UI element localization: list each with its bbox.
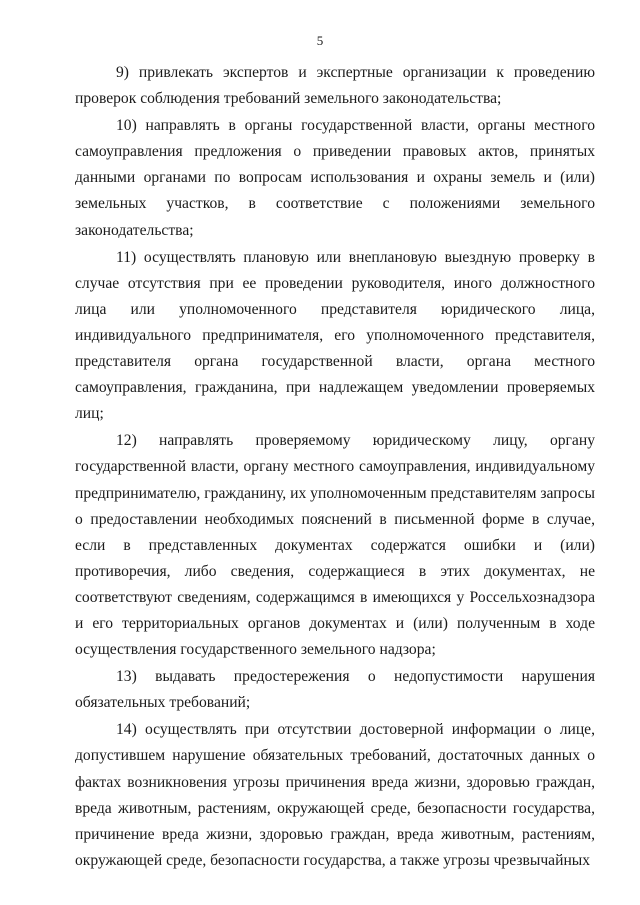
document-body bbox=[75, 60, 595, 875]
paragraph-item-12: 12) направлять проверяемому юридическому лицу, органу государственной власти, органу местного самоуправления, индивидуальному предпринимателю, гражданину, их уполномоченным представителям запросы о предоставлении необходимых пояснений в письменной форме в случае, если в представленных документах содержатся ошибки и (или) противоречия, либо сведения, содержащиеся в этих документах, не соответствуют сведениям, содержащимся в имеющихся у Россельхознадзора и его территориальных органов документах и (или) полученным в ходе осуществления государственного земельного надзора; bbox=[75, 432, 595, 659]
paragraph-item-13: 13) выдавать предостережения о недопустимости нарушения обязательных требований; bbox=[75, 668, 595, 712]
paragraph-item-14: 14) осуществлять при отсутствии достоверной информации о лице, допустившем нарушение обязательных требований, достаточных данных о фактах возникновения угрозы причинения вреда жизни, здоровью граждан, вреда животным, растениям, окружающей среде, безопасности государства, причинение вреда жизни, здоровью граждан, вреда животным, растениям, окружающей среде, безопасности государства, а также угрозы чрезвычайных bbox=[75, 721, 595, 869]
paragraph-item-10: 10) направлять в органы государственной власти, органы местного самоуправления предложения о приведении правовых актов, принятых данными органами по вопросам использования и охраны земель и (или) земельных участков, в соответствие с положениями земельного законодательства; bbox=[75, 117, 595, 239]
paragraph-item-11: 11) осуществлять плановую или внеплановую выездную проверку в случае отсутствия при ее проведении руководителя, иного должностного лица или уполномоченного представителя юридического лица, индивидуального предпринимателя, его уполномоченного представителя, представителя органа государственной власти, органа местного самоуправления, гражданина, при надлежащем уведомлении проверяемых лиц; bbox=[75, 248, 595, 423]
paragraph-item-9: 9) привлекать экспертов и экспертные организации к проведению проверок соблюдения требований земельного законодательства; bbox=[75, 64, 595, 108]
page-number: 5 bbox=[316, 33, 324, 48]
